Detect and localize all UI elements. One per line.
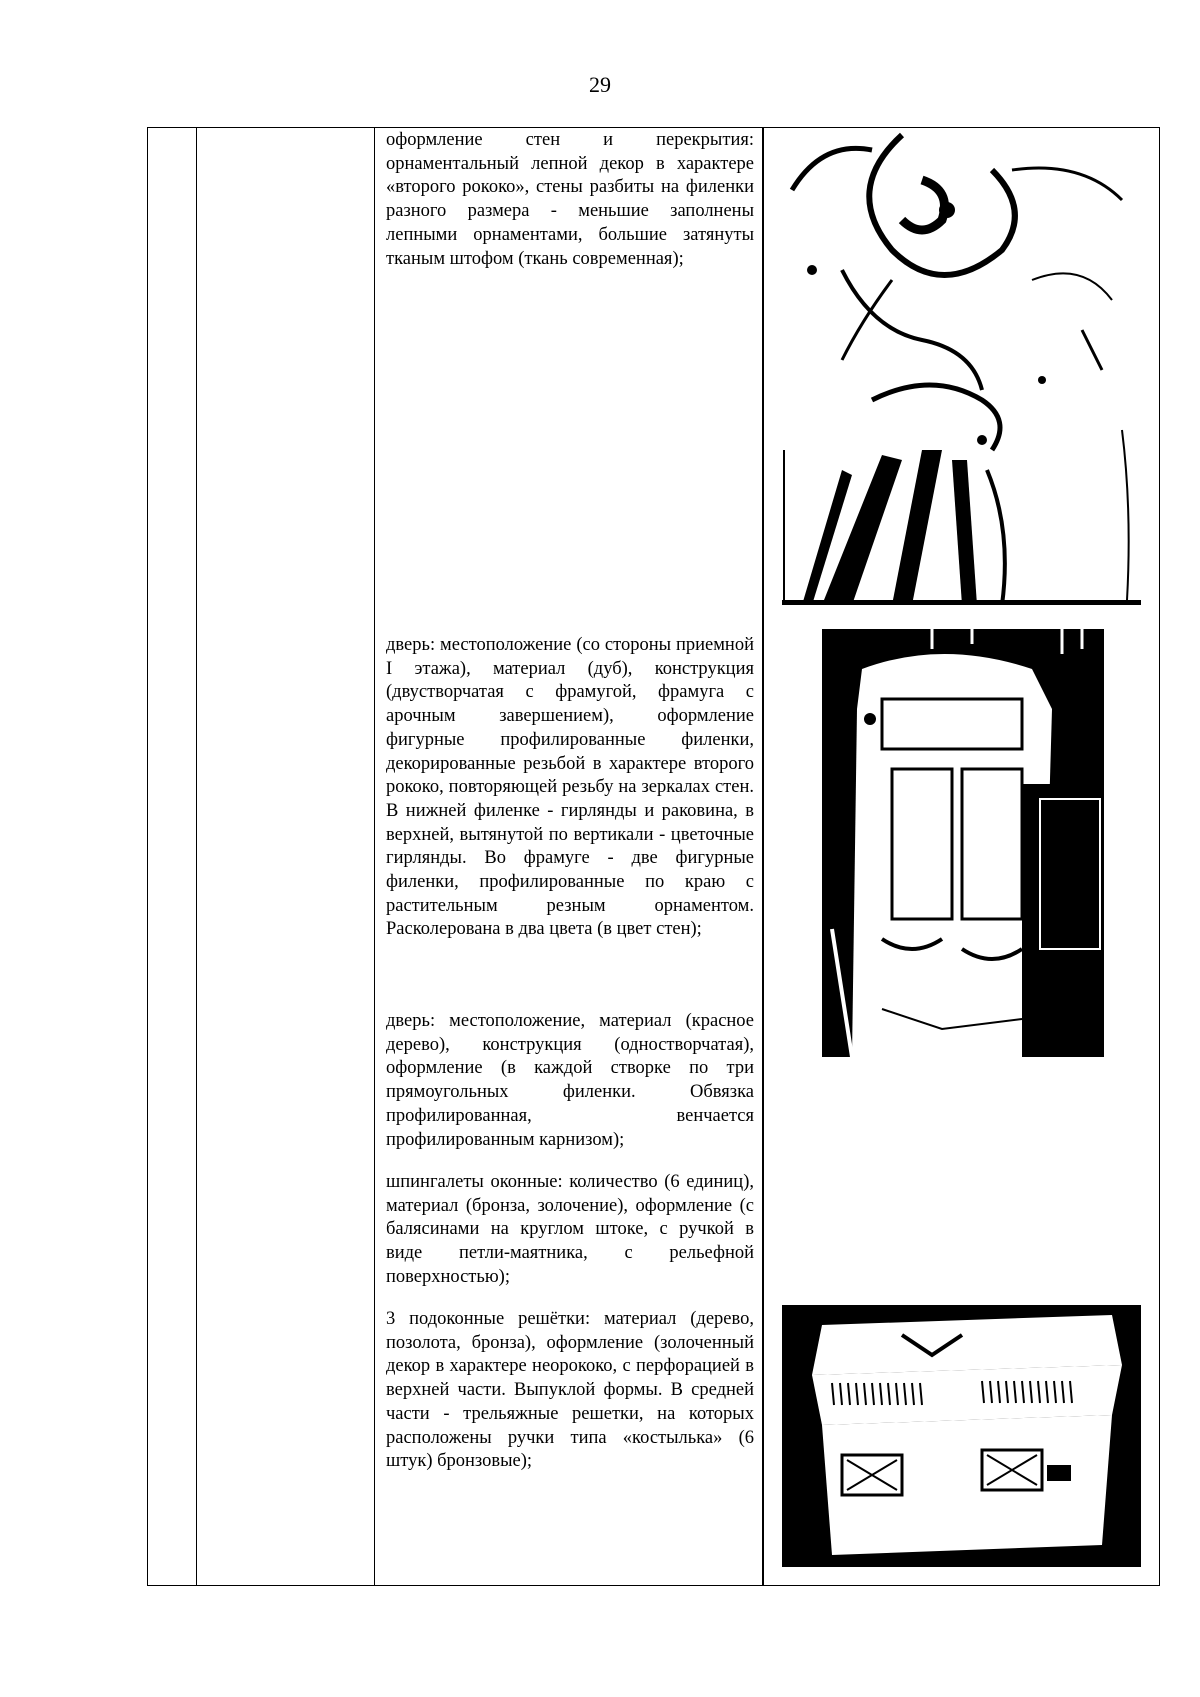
page-number: 29 — [589, 72, 611, 97]
sill-grille-photo — [782, 1305, 1141, 1567]
oak-door-photo — [822, 629, 1104, 1057]
column-divider-2 — [374, 128, 375, 1585]
description-window-latches: шпингалеты оконные: количество (6 единиц), материал (бронза, золочение), оформление (с балясинами на круглом штоке, с ручкой в виде петли-маятника, с рельефной поверхностью); — [386, 1172, 754, 1287]
column-divider-3 — [762, 128, 764, 1585]
stucco-ornament-photo — [782, 130, 1141, 605]
column-divider-1 — [196, 128, 197, 1585]
description-sill-grilles: 3 подоконные решётки: материал (дерево, позолота, бронза), оформление (золоченный декор в характере неорококо, с перфорацией в верхней части. Выпуклой формы. В средней части - трельяжные решетки, на которых расположены ручки типа «костылька» (6 штук) бронзовые); — [386, 1309, 754, 1472]
description-mahogany-door: дверь: местоположение, материал (красное дерево), конструкция (одностворчатая), оформление (в каждой створке по три прямоугольных филенки. Обвязка профилированная, венчается профилированным карнизом); — [386, 1011, 754, 1150]
description-walls-ceiling: оформление стен и перекрытия: орнаментальный лепной декор в характере «второго рококо», стены разбиты на филенки разного размера - меньшие заполнены лепными орнаментами, большие затянуты тканым штофом (ткань современная); — [386, 130, 754, 269]
description-oak-door: дверь: местоположение (со стороны приемной I этажа), материал (дуб), конструкция (двустворчатая с фрамугой, фрамуга с арочным завершением), оформление фигурные профилированные филенки, декорированные резьбой в характере второго рококо, повторяющей резьбу на зеркалах стен. В нижней филенке - гирлянды и раковина, в верхней, вытянутой по вертикали - цветочные гирлянды. Во фрамуге - две фигурные филенки, профилированные по краю с растительным резным орнаментом. Расколерована в два цвета (в цвет стен); — [386, 635, 754, 940]
